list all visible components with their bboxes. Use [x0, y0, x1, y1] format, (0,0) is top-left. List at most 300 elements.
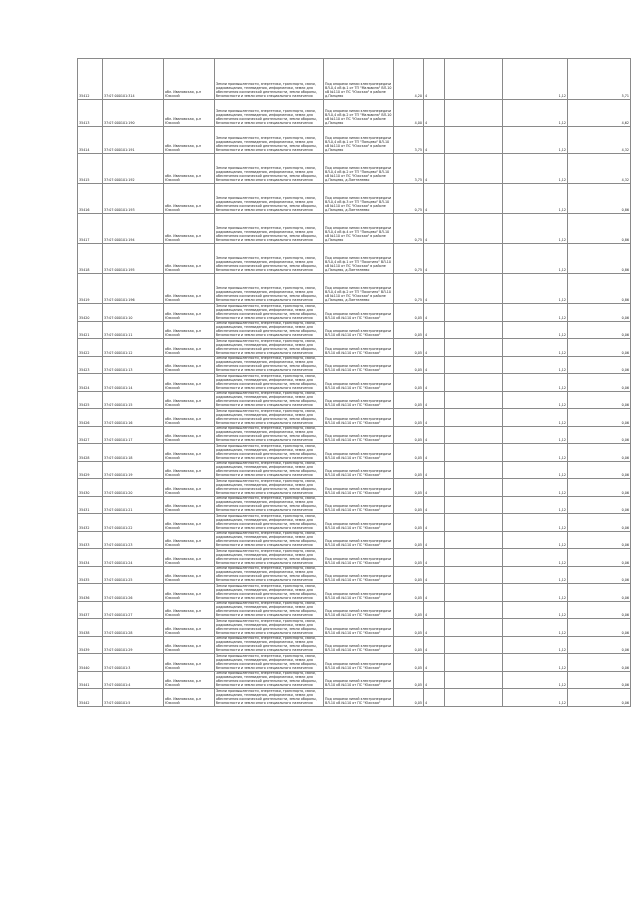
cell-empty — [445, 391, 503, 409]
cell-cadastral-number: 37:07:000101:20 — [103, 479, 164, 497]
cell-permitted-use: Под опорами линий электропередачи ВЛ-10 кВ №110 от ПС "Южская" — [324, 654, 394, 672]
table-row — [78, 154, 631, 184]
cell-area: 0,05 — [394, 531, 424, 549]
cell-address: обл. Ивановская, р-н Южский — [164, 356, 215, 374]
cell-land-category: Земли промышленности, энергетики, транспорта, связи, радиовещания, телевидения, информатики, земли для обеспечения космической деятельности, земли обороны, безопасности и земли иного специального назначения — [215, 549, 324, 567]
table-row — [78, 304, 631, 322]
cell-value: 0,06 — [568, 514, 631, 532]
cell-rate: 1,12 — [503, 444, 568, 462]
cell-empty — [445, 671, 503, 689]
table-row — [78, 127, 631, 154]
cell-cadastral-number: 37:07:000101:19 — [103, 461, 164, 479]
cell-permitted-use: Под опорами линии электропередачи ВЛ-0,4 кВ ф.4 от ТП "Панцево" ВЛ-10 кВ №110 от ПС "Южская" в районе д.Панцево — [324, 214, 394, 244]
cell-index: 35416 — [78, 184, 103, 214]
cell-index: 35441 — [78, 671, 103, 689]
cell-index: 35434 — [78, 549, 103, 567]
cell-empty — [445, 214, 503, 244]
table-row — [78, 619, 631, 637]
cell-index: 35442 — [78, 689, 103, 707]
cell-area: 0,05 — [394, 356, 424, 374]
cell-permitted-use: Под опорами линий электропередачи ВЛ-10 кВ №110 от ПС "Южская" — [324, 584, 394, 602]
cell-rate: 1,12 — [503, 127, 568, 154]
cell-value: 0,06 — [568, 391, 631, 409]
cell-unit: 4 — [424, 304, 445, 322]
cell-value: 0,06 — [568, 496, 631, 514]
cell-cadastral-number: 37:07:000101:24 — [103, 549, 164, 567]
cell-unit: 4 — [424, 689, 445, 707]
cell-unit: 4 — [424, 601, 445, 619]
cell-value: 0,06 — [568, 356, 631, 374]
cell-area: 0,05 — [394, 409, 424, 427]
cell-unit: 4 — [424, 654, 445, 672]
cell-area: 0,05 — [394, 304, 424, 322]
cell-index: 35425 — [78, 391, 103, 409]
cell-unit: 4 — [424, 100, 445, 127]
cell-permitted-use: Под опорами линий электропередачи ВЛ-10 кВ №110 от ПС "Южская" — [324, 321, 394, 339]
cell-area: 0,05 — [394, 514, 424, 532]
cell-address: обл. Ивановская, р-н Южский — [164, 409, 215, 427]
cell-rate: 1,12 — [503, 100, 568, 127]
cell-value: 0,06 — [568, 654, 631, 672]
cell-area: 3,75 — [394, 127, 424, 154]
cell-area: 0,75 — [394, 274, 424, 304]
cell-cadastral-number: 37:07:000101:192 — [103, 154, 164, 184]
cell-area: 0,05 — [394, 671, 424, 689]
cell-value: 0,86 — [568, 184, 631, 214]
cell-rate: 1,12 — [503, 339, 568, 357]
cell-empty — [445, 100, 503, 127]
cell-empty — [445, 426, 503, 444]
cell-address: обл. Ивановская, р-н Южский — [164, 549, 215, 567]
cell-land-category: Земли промышленности, энергетики, транспорта, связи, радиовещания, телевидения, информатики, земли для обеспечения космической деятельности, земли обороны, безопасности и земли иного специального назначения — [215, 274, 324, 304]
cell-rate: 1,12 — [503, 584, 568, 602]
cell-empty — [445, 549, 503, 567]
cell-empty — [445, 584, 503, 602]
table-row — [78, 356, 631, 374]
cell-value: 4,62 — [568, 100, 631, 127]
cell-permitted-use: Под опорами линий электропередачи ВЛ-10 кВ №110 от ПС "Южская" — [324, 426, 394, 444]
cell-area: 0,05 — [394, 619, 424, 637]
cell-rate: 1,12 — [503, 356, 568, 374]
cell-index: 35412 — [78, 59, 103, 100]
cell-cadastral-number: 37:07:000101:13 — [103, 356, 164, 374]
cell-land-category: Земли промышленности, энергетики, транспорта, связи, радиовещания, телевидения, информатики, земли для обеспечения космической деятельности, земли обороны, безопасности и земли иного специального назначения — [215, 100, 324, 127]
cell-cadastral-number: 37:07:000101:17 — [103, 426, 164, 444]
table-row — [78, 461, 631, 479]
cell-area: 0,05 — [394, 479, 424, 497]
cell-empty — [445, 356, 503, 374]
table-row — [78, 654, 631, 672]
cell-rate: 1,12 — [503, 601, 568, 619]
cell-permitted-use: Под опорами линий электропередачи ВЛ-10 кВ №110 от ПС "Южская" — [324, 374, 394, 392]
cell-permitted-use: Под опорами линии электропередачи ВЛ-0,4 кВ ф.1 от ТП "Пахотино" ВЛ-10 кВ №110 от ПС "Южская" в районе д.Панцево, д.Пантелеево — [324, 244, 394, 274]
cell-cadastral-number: 37:07:000101:16 — [103, 409, 164, 427]
cell-empty — [445, 304, 503, 322]
cell-land-category: Земли промышленности, энергетики, транспорта, связи, радиовещания, телевидения, информатики, земли для обеспечения космической деятельности, земли обороны, безопасности и земли иного специального назначения — [215, 304, 324, 322]
cell-unit: 4 — [424, 566, 445, 584]
cell-rate: 1,12 — [503, 636, 568, 654]
cell-permitted-use: Под опорами линий электропередачи ВЛ-10 кВ №110 от ПС "Южская" — [324, 461, 394, 479]
cell-cadastral-number: 37:07:000101:23 — [103, 531, 164, 549]
cell-rate: 1,12 — [503, 391, 568, 409]
cell-index: 35423 — [78, 356, 103, 374]
cell-index: 35429 — [78, 461, 103, 479]
cell-unit: 4 — [424, 409, 445, 427]
cell-area: 0,05 — [394, 321, 424, 339]
cell-cadastral-number: 37:07:000101:191 — [103, 127, 164, 154]
cell-land-category: Земли промышленности, энергетики, транспорта, связи, радиовещания, телевидения, информатики, земли для обеспечения космической деятельности, земли обороны, безопасности и земли иного специального назначения — [215, 654, 324, 672]
cell-empty — [445, 321, 503, 339]
cell-permitted-use: Под опорами линий электропередачи ВЛ-10 кВ №110 от ПС "Южская" — [324, 689, 394, 707]
cell-unit: 4 — [424, 514, 445, 532]
cell-cadastral-number: 37:07:000101:27 — [103, 601, 164, 619]
cell-cadastral-number: 37:07:000101:11 — [103, 321, 164, 339]
cell-area: 0,05 — [394, 689, 424, 707]
cell-permitted-use: Под опорами линий электропередачи ВЛ-10 кВ №110 от ПС "Южская" — [324, 409, 394, 427]
cell-land-category: Земли промышленности, энергетики, транспорта, связи, радиовещания, телевидения, информатики, земли для обеспечения космической деятельности, земли обороны, безопасности и земли иного специального назначения — [215, 689, 324, 707]
cell-value: 0,06 — [568, 566, 631, 584]
cell-address: обл. Ивановская, р-н Южский — [164, 59, 215, 100]
cell-value: 5,71 — [568, 59, 631, 100]
cell-unit: 4 — [424, 479, 445, 497]
cell-area: 0,05 — [394, 461, 424, 479]
cell-address: обл. Ивановская, р-н Южский — [164, 479, 215, 497]
cell-permitted-use: Под опорами линии электропередачи ВЛ-0,4 кВ ф.2 от ТП "Панцево" ВЛ-10 кВ №110 от ПС "Южская" в районе д.Панцево, д.Пантелеево — [324, 154, 394, 184]
cell-land-category: Земли промышленности, энергетики, транспорта, связи, радиовещания, телевидения, информатики, земли для обеспечения космической деятельности, земли обороны, безопасности и земли иного специального назначения — [215, 496, 324, 514]
cell-land-category: Земли промышленности, энергетики, транспорта, связи, радиовещания, телевидения, информатики, земли для обеспечения космической деятельности, земли обороны, безопасности и земли иного специального назначения — [215, 409, 324, 427]
cell-value: 0,06 — [568, 304, 631, 322]
cell-unit: 4 — [424, 274, 445, 304]
cell-empty — [445, 566, 503, 584]
table-row — [78, 391, 631, 409]
cell-area: 4,00 — [394, 100, 424, 127]
cell-area: 0,05 — [394, 391, 424, 409]
cell-rate: 1,12 — [503, 549, 568, 567]
cell-value: 0,06 — [568, 426, 631, 444]
cell-cadastral-number: 37:07:000101:15 — [103, 391, 164, 409]
cell-index: 35430 — [78, 479, 103, 497]
cell-rate: 1,12 — [503, 566, 568, 584]
table-row — [78, 409, 631, 427]
cell-land-category: Земли промышленности, энергетики, транспорта, связи, радиовещания, телевидения, информатики, земли для обеспечения космической деятельности, земли обороны, безопасности и земли иного специального назначения — [215, 514, 324, 532]
cell-cadastral-number: 37:07:000101:22 — [103, 514, 164, 532]
cell-permitted-use: Под опорами линии электропередачи ВЛ-0,4 кВ ф.2 от ТП "Пахотино" ВЛ-10 кВ №110 от ПС "Южская" в районе д.Панцево, д.Пантелеево — [324, 274, 394, 304]
cell-address: обл. Ивановская, р-н Южский — [164, 244, 215, 274]
table-row — [78, 244, 631, 274]
cell-cadastral-number: 37:07:000101:195 — [103, 244, 164, 274]
cell-cadastral-number: 37:07:000101:193 — [103, 184, 164, 214]
cell-rate: 1,12 — [503, 689, 568, 707]
cell-address: обл. Ивановская, р-н Южский — [164, 654, 215, 672]
table-row — [78, 531, 631, 549]
cell-empty — [445, 374, 503, 392]
cell-value: 0,06 — [568, 601, 631, 619]
cell-land-category: Земли промышленности, энергетики, транспорта, связи, радиовещания, телевидения, информатики, земли для обеспечения космической деятельности, земли обороны, безопасности и земли иного специального назначения — [215, 391, 324, 409]
cell-unit: 4 — [424, 214, 445, 244]
table-row — [78, 496, 631, 514]
cell-unit: 4 — [424, 496, 445, 514]
cell-cadastral-number: 37:07:000101:26 — [103, 584, 164, 602]
cell-unit: 4 — [424, 339, 445, 357]
cell-land-category: Земли промышленности, энергетики, транспорта, связи, радиовещания, телевидения, информатики, земли для обеспечения космической деятельности, земли обороны, безопасности и земли иного специального назначения — [215, 444, 324, 462]
cell-land-category: Земли промышленности, энергетики, транспорта, связи, радиовещания, телевидения, информатики, земли для обеспечения космической деятельности, земли обороны, безопасности и земли иного специального назначения — [215, 619, 324, 637]
cell-land-category: Земли промышленности, энергетики, транспорта, связи, радиовещания, телевидения, информатики, земли для обеспечения космической деятельности, земли обороны, безопасности и земли иного специального назначения — [215, 321, 324, 339]
cell-empty — [445, 444, 503, 462]
cell-address: обл. Ивановская, р-н Южский — [164, 461, 215, 479]
cell-rate: 1,12 — [503, 531, 568, 549]
cell-permitted-use: Под опорами линий электропередачи ВЛ-10 кВ №110 от ПС "Южская" — [324, 671, 394, 689]
cell-cadastral-number: 37:07:000101:12 — [103, 339, 164, 357]
cell-value: 0,86 — [568, 214, 631, 244]
cell-rate: 1,12 — [503, 244, 568, 274]
cell-permitted-use: Под опорами линии электропередачи ВЛ-0,4 кВ ф.2 от ТП "Мальвина" ВЛ-10 кВ №110 от ПС "Южская" в районе д.Панцево — [324, 100, 394, 127]
cell-rate: 1,12 — [503, 59, 568, 100]
cell-permitted-use: Под опорами линий электропередачи ВЛ-10 кВ №110 от ПС "Южская" — [324, 356, 394, 374]
table-row — [78, 479, 631, 497]
cell-permitted-use: Под опорами линии электропередачи ВЛ-0,4 кВ ф.1 от ТП "Мальвина" ВЛ-10 кВ №110 от ПС "Южская" в районе д.Панцево — [324, 59, 394, 100]
cell-empty — [445, 184, 503, 214]
register-table-body — [78, 59, 631, 707]
cell-empty — [445, 274, 503, 304]
cell-cadastral-number: 37:07:000101:28 — [103, 619, 164, 637]
cell-land-category: Земли промышленности, энергетики, транспорта, связи, радиовещания, телевидения, информатики, земли для обеспечения космической деятельности, земли обороны, безопасности и земли иного специального назначения — [215, 601, 324, 619]
cell-area: 0,75 — [394, 214, 424, 244]
cell-address: обл. Ивановская, р-н Южский — [164, 619, 215, 637]
cell-cadastral-number: 37:07:000101:18 — [103, 444, 164, 462]
table-row — [78, 214, 631, 244]
cell-unit: 4 — [424, 184, 445, 214]
cell-index: 35417 — [78, 214, 103, 244]
cell-unit: 4 — [424, 444, 445, 462]
cell-permitted-use: Под опорами линий электропередачи ВЛ-10 кВ №110 от ПС "Южская" — [324, 304, 394, 322]
cell-area: 0,05 — [394, 549, 424, 567]
cell-index: 35419 — [78, 274, 103, 304]
cell-empty — [445, 154, 503, 184]
cell-index: 35426 — [78, 409, 103, 427]
cell-cadastral-number: 37:07:000101:3 — [103, 654, 164, 672]
cell-permitted-use: Под опорами линий электропередачи ВЛ-10 кВ №110 от ПС "Южская" — [324, 531, 394, 549]
table-row — [78, 601, 631, 619]
cell-area: 0,05 — [394, 601, 424, 619]
cell-address: обл. Ивановская, р-н Южский — [164, 391, 215, 409]
cell-index: 35422 — [78, 339, 103, 357]
cell-value: 0,06 — [568, 374, 631, 392]
cell-index: 35431 — [78, 496, 103, 514]
cell-empty — [445, 59, 503, 100]
table-row — [78, 444, 631, 462]
cell-address: обл. Ивановская, р-н Южский — [164, 214, 215, 244]
cell-area: 4,20 — [394, 59, 424, 100]
cell-address: обл. Ивановская, р-н Южский — [164, 100, 215, 127]
cell-unit: 4 — [424, 636, 445, 654]
table-row — [78, 689, 631, 707]
cell-permitted-use: Под опорами линий электропередачи ВЛ-10 кВ №110 от ПС "Южская" — [324, 549, 394, 567]
cell-empty — [445, 601, 503, 619]
cell-index: 35438 — [78, 619, 103, 637]
cell-rate: 1,12 — [503, 154, 568, 184]
cell-value: 0,06 — [568, 689, 631, 707]
cell-rate: 1,12 — [503, 184, 568, 214]
cell-value: 0,86 — [568, 274, 631, 304]
cell-rate: 1,12 — [503, 461, 568, 479]
cell-cadastral-number: 37:07:000101:25 — [103, 566, 164, 584]
cell-area: 0,05 — [394, 426, 424, 444]
cell-empty — [445, 244, 503, 274]
cell-rate: 1,12 — [503, 214, 568, 244]
cell-land-category: Земли промышленности, энергетики, транспорта, связи, радиовещания, телевидения, информатики, земли для обеспечения космической деятельности, земли обороны, безопасности и земли иного специального назначения — [215, 566, 324, 584]
table-row — [78, 339, 631, 357]
cell-permitted-use: Под опорами линии электропередачи ВЛ-0,4 кВ ф.1 от ТП "Панцево" ВЛ-10 кВ №110 от ПС "Южская" в районе д.Панцево — [324, 127, 394, 154]
cell-rate: 1,12 — [503, 274, 568, 304]
cell-unit: 4 — [424, 426, 445, 444]
register-sheet — [77, 58, 629, 707]
cell-address: обл. Ивановская, р-н Южский — [164, 496, 215, 514]
cell-cadastral-number: 37:07:000101:10 — [103, 304, 164, 322]
cell-rate: 1,12 — [503, 409, 568, 427]
cell-unit: 4 — [424, 531, 445, 549]
cell-land-category: Земли промышленности, энергетики, транспорта, связи, радиовещания, телевидения, информатики, земли для обеспечения космической деятельности, земли обороны, безопасности и земли иного специального назначения — [215, 154, 324, 184]
cell-unit: 4 — [424, 356, 445, 374]
cell-address: обл. Ивановская, р-н Южский — [164, 184, 215, 214]
cell-cadastral-number: 37:07:000101:190 — [103, 100, 164, 127]
cell-empty — [445, 496, 503, 514]
cell-index: 35436 — [78, 584, 103, 602]
cell-rate: 1,12 — [503, 671, 568, 689]
cell-address: обл. Ивановская, р-н Южский — [164, 274, 215, 304]
cell-cadastral-number: 37:07:000101:314 — [103, 59, 164, 100]
table-row — [78, 549, 631, 567]
cell-value: 0,06 — [568, 671, 631, 689]
cell-land-category: Земли промышленности, энергетики, транспорта, связи, радиовещания, телевидения, информатики, земли для обеспечения космической деятельности, земли обороны, безопасности и земли иного специального назначения — [215, 184, 324, 214]
table-row — [78, 514, 631, 532]
cell-area: 0,05 — [394, 374, 424, 392]
cell-address: обл. Ивановская, р-н Южский — [164, 304, 215, 322]
cell-address: обл. Ивановская, р-н Южский — [164, 514, 215, 532]
cell-value: 0,06 — [568, 619, 631, 637]
cell-address: обл. Ивановская, р-н Южский — [164, 426, 215, 444]
cell-unit: 4 — [424, 59, 445, 100]
cell-value: 0,06 — [568, 444, 631, 462]
cell-land-category: Земли промышленности, энергетики, транспорта, связи, радиовещания, телевидения, информатики, земли для обеспечения космической деятельности, земли обороны, безопасности и земли иного специального назначения — [215, 531, 324, 549]
cell-permitted-use: Под опорами линий электропередачи ВЛ-10 кВ №110 от ПС "Южская" — [324, 496, 394, 514]
cell-permitted-use: Под опорами линий электропередачи ВЛ-10 кВ №110 от ПС "Южская" — [324, 566, 394, 584]
cell-value: 0,06 — [568, 636, 631, 654]
cell-land-category: Земли промышленности, энергетики, транспорта, связи, радиовещания, телевидения, информатики, земли для обеспечения космической деятельности, земли обороны, безопасности и земли иного специального назначения — [215, 59, 324, 100]
table-row — [78, 321, 631, 339]
cell-empty — [445, 531, 503, 549]
cell-rate: 1,12 — [503, 479, 568, 497]
cell-value: 0,06 — [568, 339, 631, 357]
cell-cadastral-number: 37:07:000101:29 — [103, 636, 164, 654]
cell-index: 35424 — [78, 374, 103, 392]
cell-land-category: Земли промышленности, энергетики, транспорта, связи, радиовещания, телевидения, информатики, земли для обеспечения космической деятельности, земли обороны, безопасности и земли иного специального назначения — [215, 339, 324, 357]
cell-empty — [445, 461, 503, 479]
cell-index: 35427 — [78, 426, 103, 444]
cell-address: обл. Ивановская, р-н Южский — [164, 444, 215, 462]
cell-area: 0,05 — [394, 654, 424, 672]
cell-area: 0,05 — [394, 584, 424, 602]
cell-permitted-use: Под опорами линий электропередачи ВЛ-10 кВ №110 от ПС "Южская" — [324, 444, 394, 462]
cell-value: 0,06 — [568, 549, 631, 567]
cell-index: 35433 — [78, 531, 103, 549]
cell-rate: 1,12 — [503, 496, 568, 514]
cell-unit: 4 — [424, 671, 445, 689]
cell-land-category: Земли промышленности, энергетики, транспорта, связи, радиовещания, телевидения, информатики, земли для обеспечения космической деятельности, земли обороны, безопасности и земли иного специального назначения — [215, 461, 324, 479]
cell-index: 35440 — [78, 654, 103, 672]
cell-index: 35421 — [78, 321, 103, 339]
cell-rate: 1,12 — [503, 321, 568, 339]
table-row — [78, 426, 631, 444]
cell-index: 35413 — [78, 100, 103, 127]
cell-address: обл. Ивановская, р-н Южский — [164, 321, 215, 339]
cell-land-category: Земли промышленности, энергетики, транспорта, связи, радиовещания, телевидения, информатики, земли для обеспечения космической деятельности, земли обороны, безопасности и земли иного специального назначения — [215, 374, 324, 392]
cell-address: обл. Ивановская, р-н Южский — [164, 566, 215, 584]
cell-address: обл. Ивановская, р-н Южский — [164, 531, 215, 549]
cell-land-category: Земли промышленности, энергетики, транспорта, связи, радиовещания, телевидения, информатики, земли для обеспечения космической деятельности, земли обороны, безопасности и земли иного специального назначения — [215, 636, 324, 654]
cell-address: обл. Ивановская, р-н Южский — [164, 374, 215, 392]
cell-address: обл. Ивановская, р-н Южский — [164, 689, 215, 707]
land-register-table — [77, 58, 631, 707]
table-row — [78, 100, 631, 127]
cell-area: 0,05 — [394, 339, 424, 357]
cell-empty — [445, 479, 503, 497]
cell-value: 0,86 — [568, 244, 631, 274]
cell-index: 35418 — [78, 244, 103, 274]
cell-area: 0,05 — [394, 566, 424, 584]
cell-permitted-use: Под опорами линий электропередачи ВЛ-10 кВ №110 от ПС "Южская" — [324, 479, 394, 497]
cell-cadastral-number: 37:07:000101:194 — [103, 214, 164, 244]
cell-unit: 4 — [424, 549, 445, 567]
cell-address: обл. Ивановская, р-н Южский — [164, 339, 215, 357]
cell-unit: 4 — [424, 374, 445, 392]
cell-unit: 4 — [424, 391, 445, 409]
cell-unit: 4 — [424, 127, 445, 154]
cell-empty — [445, 514, 503, 532]
table-row — [78, 59, 631, 100]
cell-unit: 4 — [424, 244, 445, 274]
cell-cadastral-number: 37:07:000101:21 — [103, 496, 164, 514]
cell-permitted-use: Под опорами линий электропередачи ВЛ-10 кВ №110 от ПС "Южская" — [324, 391, 394, 409]
cell-address: обл. Ивановская, р-н Южский — [164, 601, 215, 619]
cell-empty — [445, 127, 503, 154]
cell-empty — [445, 689, 503, 707]
cell-value: 0,06 — [568, 531, 631, 549]
cell-permitted-use: Под опорами линий электропередачи ВЛ-10 кВ №110 от ПС "Южская" — [324, 514, 394, 532]
table-row — [78, 671, 631, 689]
cell-rate: 1,12 — [503, 426, 568, 444]
cell-empty — [445, 654, 503, 672]
cell-value: 0,06 — [568, 479, 631, 497]
cell-index: 35415 — [78, 154, 103, 184]
cell-rate: 1,12 — [503, 654, 568, 672]
cell-address: обл. Ивановская, р-н Южский — [164, 636, 215, 654]
cell-value: 0,06 — [568, 409, 631, 427]
cell-land-category: Земли промышленности, энергетики, транспорта, связи, радиовещания, телевидения, информатики, земли для обеспечения космической деятельности, земли обороны, безопасности и земли иного специального назначения — [215, 356, 324, 374]
cell-value: 0,06 — [568, 461, 631, 479]
cell-empty — [445, 339, 503, 357]
cell-rate: 1,12 — [503, 514, 568, 532]
cell-index: 35435 — [78, 566, 103, 584]
cell-unit: 4 — [424, 584, 445, 602]
cell-permitted-use: Под опорами линий электропередачи ВЛ-10 кВ №110 от ПС "Южская" — [324, 636, 394, 654]
cell-empty — [445, 619, 503, 637]
cell-area: 3,75 — [394, 154, 424, 184]
cell-land-category: Земли промышленности, энергетики, транспорта, связи, радиовещания, телевидения, информатики, земли для обеспечения космической деятельности, земли обороны, безопасности и земли иного специального назначения — [215, 127, 324, 154]
cell-index: 35414 — [78, 127, 103, 154]
cell-area: 0,75 — [394, 184, 424, 214]
cell-rate: 1,12 — [503, 304, 568, 322]
table-row — [78, 566, 631, 584]
